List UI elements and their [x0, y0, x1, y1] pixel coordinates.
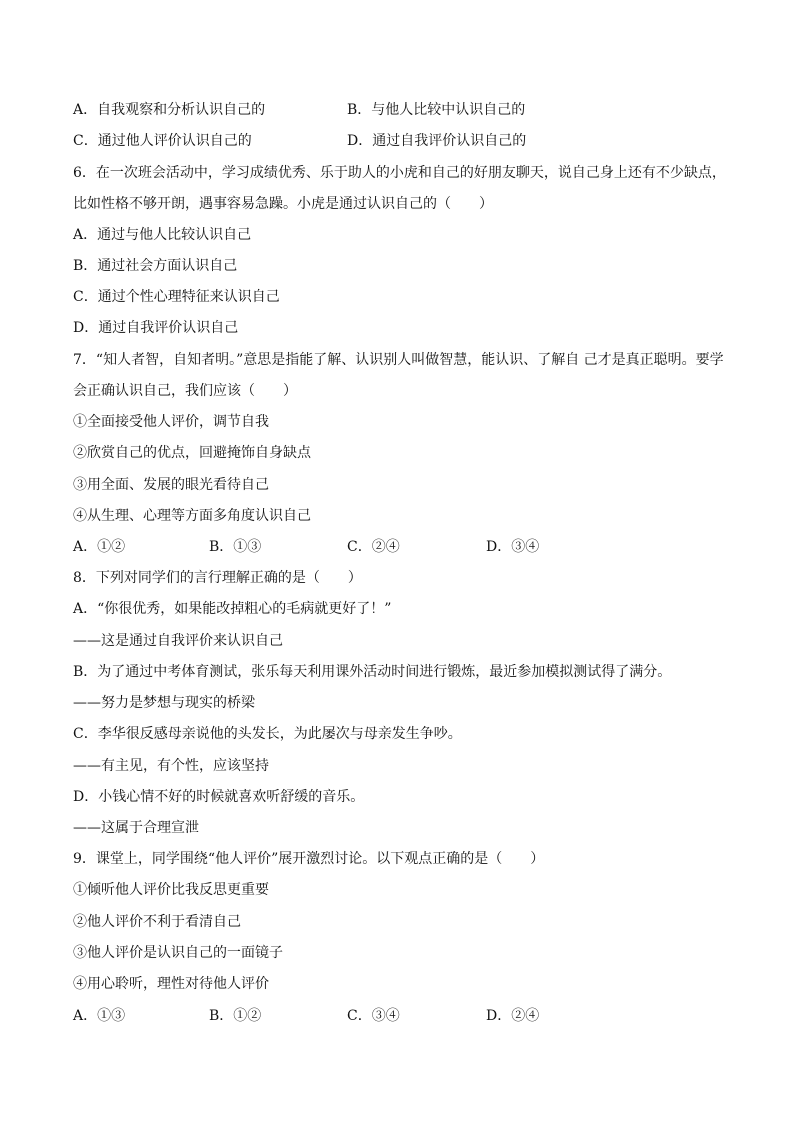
q8-option-b-line2: ——努力是梦想与现实的桥梁	[73, 695, 255, 711]
q8-option-d-line1: D．小钱心情不好的时候就喜欢听舒缓的音乐。	[73, 789, 365, 805]
q9-option-d: D．②④	[486, 1008, 540, 1024]
q8-option-b-line1: B．为了通过中考体育测试，张乐每天利用课外活动时间进行锻炼，最近参加模拟测试得了满分。	[73, 664, 672, 680]
q6-stem-line1: 6．在一次班会活动中，学习成绩优秀、乐于助人的小虎和自己的好朋友聊天，说自己身上还有不少缺点，	[73, 165, 726, 181]
q8-option-c-line2: ——有主见，有个性，应该坚持	[73, 758, 269, 774]
q7-statement-1: ①全面接受他人评价，调节自我	[73, 414, 269, 430]
q9-statement-3: ③他人评价是认识自己的一面镜子	[73, 945, 283, 961]
q9-option-a: A．①③	[73, 1008, 126, 1024]
q9-statement-4: ④用心聆听，理性对待他人评价	[73, 976, 269, 992]
q7-statement-2: ②欣赏自己的优点，回避掩饰自身缺点	[73, 445, 311, 461]
q8-option-d-line2: ——这属于合理宣泄	[73, 820, 199, 836]
q7-stem-line1: 7．“知人者智，自知者明。”意思是指能了解、认识别人叫做智慧，能认识、了解自 己才是真正聪明。要学	[73, 352, 724, 368]
q5-option-b: B．与他人比较中认识自己的	[347, 102, 526, 118]
q5-option-a: A．自我观察和分析认识自己的	[73, 102, 266, 118]
q7-option-b: B．①③	[209, 539, 262, 555]
q6-option-a: A．通过与他人比较认识自己	[73, 227, 252, 243]
q6-option-d: D．通过自我评价认识自己	[73, 320, 239, 336]
q8-option-c-line1: C．李华很反感母亲说他的头发长，为此屡次与母亲发生争吵。	[73, 726, 462, 742]
q6-option-c: C．通过个性心理特征来认识自己	[73, 289, 280, 305]
q7-option-d: D．③④	[486, 539, 540, 555]
q5-option-c: C．通过他人评价认识自己的	[73, 133, 252, 149]
q9-statement-2: ②他人评价不利于看清自己	[73, 914, 241, 930]
q9-option-b: B．①②	[209, 1008, 262, 1024]
q7-statement-3: ③用全面、发展的眼光看待自己	[73, 477, 269, 493]
q8-stem: 8．下列对同学们的言行理解正确的是（ ）	[73, 570, 362, 586]
q8-option-a-line2: ——这是通过自我评价来认识自己	[73, 633, 283, 649]
q7-option-a: A．①②	[73, 539, 126, 555]
q9-option-c: C．③④	[347, 1008, 400, 1024]
q6-stem-line2: 比如性格不够开朗，遇事容易急躁。小虎是通过认识自己的（ ）	[73, 196, 493, 212]
q7-statement-4: ④从生理、心理等方面多角度认识自己	[73, 508, 311, 524]
q6-option-b: B．通过社会方面认识自己	[73, 258, 238, 274]
q7-option-c: C．②④	[347, 539, 400, 555]
q7-stem-line2: 会正确认识自己，我们应该（ ）	[73, 383, 297, 399]
q9-stem: 9．课堂上，同学围绕“他人评价”展开激烈讨论。以下观点正确的是（ ）	[73, 851, 545, 867]
q8-option-a-line1: A．“你很优秀，如果能改掉粗心的毛病就更好了！”	[73, 601, 392, 617]
q5-option-d: D．通过自我评价认识自己的	[347, 133, 527, 149]
q9-statement-1: ①倾听他人评价比我反思更重要	[73, 882, 269, 898]
